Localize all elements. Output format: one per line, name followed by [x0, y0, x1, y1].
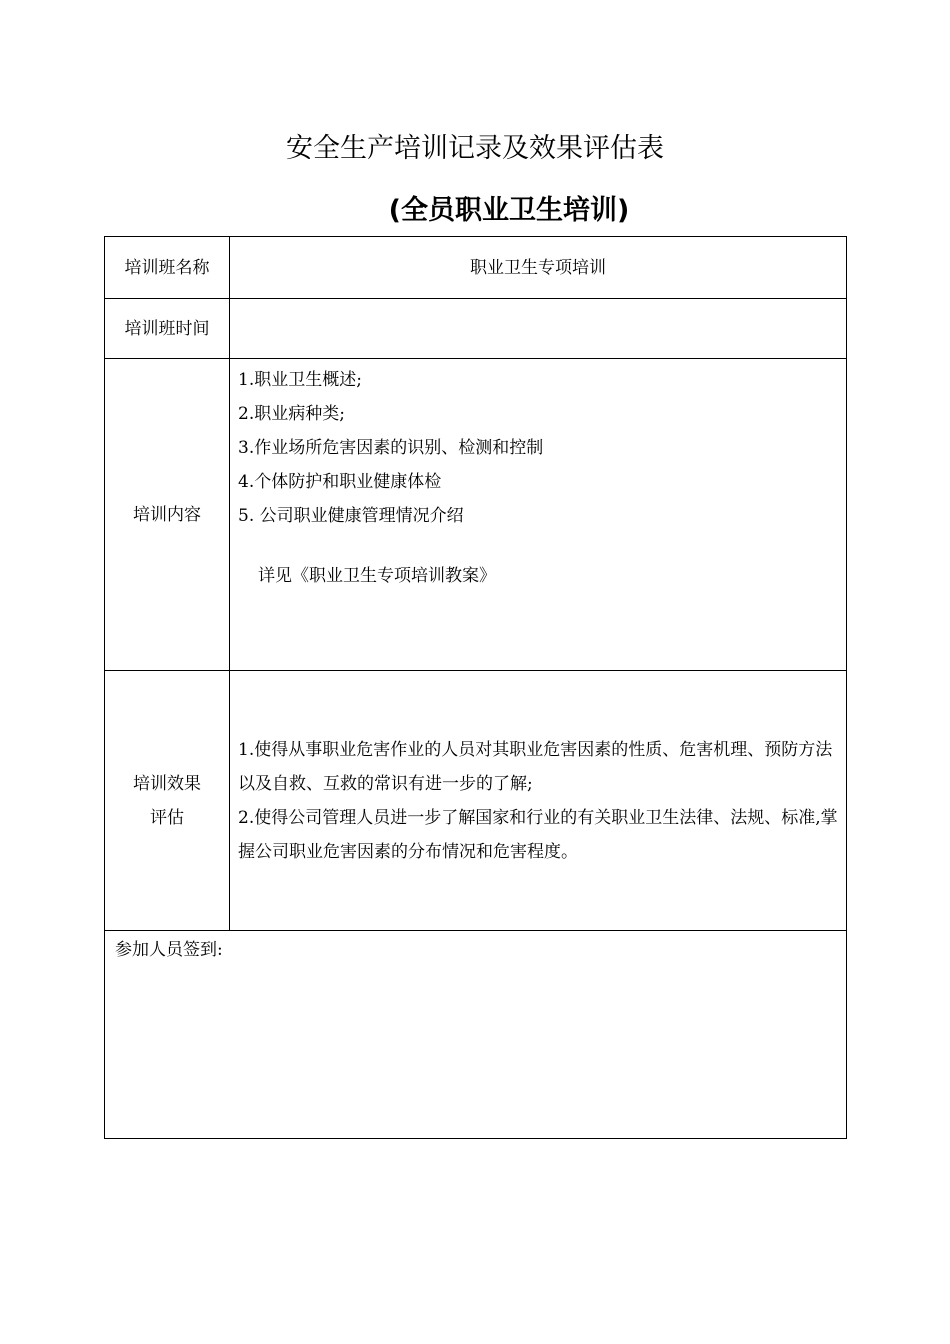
content-item: 1.职业卫生概述; [238, 370, 362, 390]
evaluation-item: 1.使得从事职业危害作业的人员对其职业危害因素的性质、危害机理、预防方法以及自救、互救的常识有进一步的了解; [238, 739, 833, 794]
document-title: 安全生产培训记录及效果评估表 [286, 133, 664, 164]
content-item: 5. 公司职业健康管理情况介绍 [238, 506, 464, 526]
evaluation-label [105, 671, 230, 931]
signin-cell [105, 931, 847, 1139]
row-signin [105, 931, 847, 1139]
signin-label: 参加人员签到: [115, 940, 223, 960]
content-note: 详见《职业卫生专项培训教案》 [258, 566, 496, 586]
training-record-table [104, 236, 847, 1139]
row-class-name [105, 237, 847, 299]
evaluation-label-line1: 培训效果 [133, 773, 201, 794]
row-class-time [105, 299, 847, 359]
class-name-label: 培训班名称 [105, 237, 230, 299]
evaluation-item: 2.使得公司管理人员进一步了解国家和行业的有关职业卫生法律、法规、标准,掌握公司职业危害因素的分布情况和危害程度。 [238, 807, 838, 862]
document-subtitle: (全员职业卫生培训) [388, 195, 630, 226]
class-name-value: 职业卫生专项培训 [230, 237, 847, 299]
content-cell [230, 359, 847, 671]
content-label: 培训内容 [105, 359, 230, 671]
content-item: 3.作业场所危害因素的识别、检测和控制 [238, 438, 544, 458]
evaluation-cell [230, 671, 847, 931]
spacer [238, 533, 840, 559]
row-content [105, 359, 847, 671]
row-evaluation [105, 671, 847, 931]
evaluation-label-line2: 评估 [150, 807, 184, 828]
class-time-label: 培训班时间 [105, 299, 230, 359]
content-item: 2.职业病种类; [238, 404, 345, 424]
content-item: 4.个体防护和职业健康体检 [238, 472, 442, 492]
class-time-value [230, 299, 847, 359]
